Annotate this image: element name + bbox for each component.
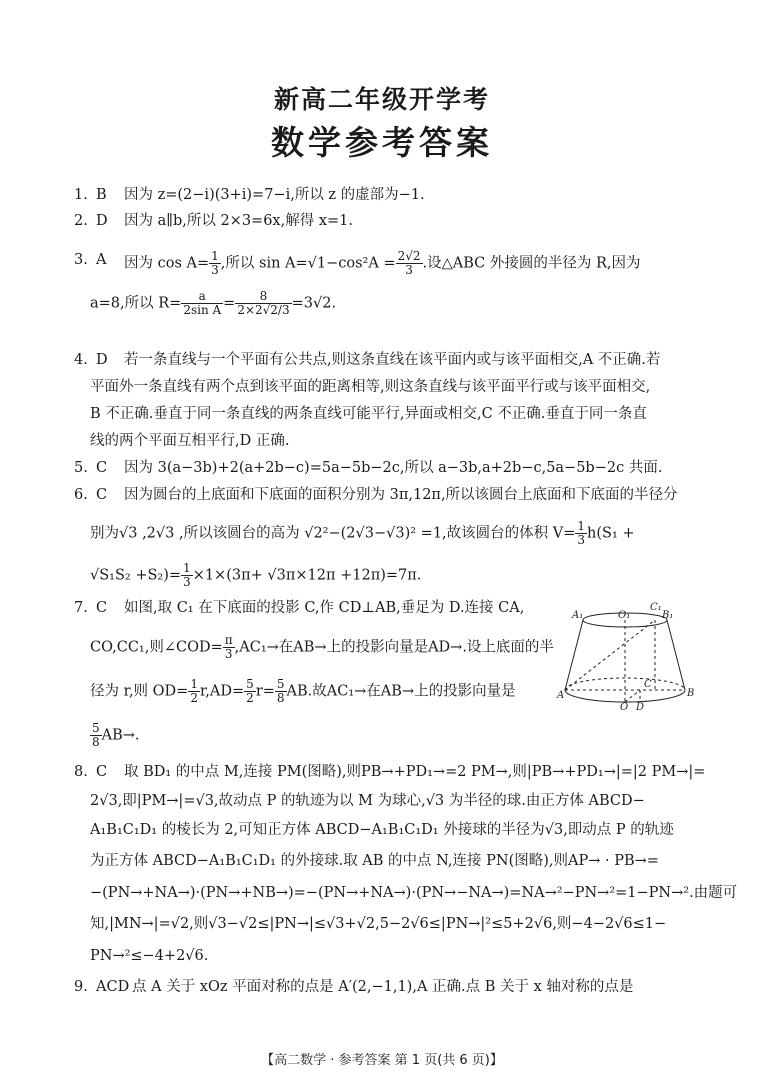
fraction [235, 290, 291, 317]
fraction [575, 520, 587, 547]
text: 径为 r,则 OD= [90, 683, 189, 700]
label-A1: A₁ [572, 610, 584, 621]
numerator: 8 [235, 290, 291, 304]
text: ,所以 sin A=√1−cos²A = [220, 255, 396, 272]
label-B1: B₁ [662, 610, 674, 621]
fraction [90, 722, 102, 749]
explanation: 因为 3(a−3b)+2(a+2b−c)=5a−5b−2c,所以 a−3b,a+2b−c,5a−5b−2c 共面. [124, 460, 663, 476]
answer-letter: ACD [96, 979, 130, 995]
answer-letter: D [96, 213, 108, 229]
numerator: 5 [92, 721, 100, 735]
question-number: 9. [74, 979, 88, 995]
page-footer: 【高二数学 · 参考答案 第 1 页(共 6 页)】 [261, 1053, 503, 1068]
question-number: 5. [74, 460, 88, 476]
fraction [244, 678, 256, 705]
explanation-line [90, 290, 336, 317]
denominator: 3 [224, 647, 233, 661]
label-C: C [644, 679, 652, 690]
numerator: 1 [577, 519, 586, 533]
explanation-line: B 不正确.垂直于同一条直线的两条直线可能平行,异面或相交,C 不正确.垂直于同一条直 [90, 406, 647, 422]
explanation: 因为 z=(2−i)(3+i)=7−i,所以 z 的虚部为−1. [124, 187, 425, 203]
explanation: 因为 a∥b,所以 2×3=6x,解得 x=1. [124, 213, 353, 229]
text: 因为 cos A= [124, 255, 210, 272]
text: AB.故AC₁→在AB→上的投影向量是 [286, 683, 516, 700]
explanation-line [90, 678, 516, 705]
question-number: 1. [74, 187, 88, 203]
fraction [181, 290, 223, 317]
numerator: 1 [211, 249, 219, 263]
fraction [209, 250, 221, 277]
denominator: 8 [276, 691, 285, 705]
page-title-line2: 数学参考答案 [271, 123, 493, 162]
text: √S₁S₂ +S₂)= [90, 567, 182, 584]
denominator: 3 [183, 575, 191, 589]
question-number: 6. [74, 487, 88, 503]
answer-letter: C [96, 600, 108, 616]
numerator: 2√2 [397, 249, 421, 263]
text: 别为√3 ,2√3 ,所以该圆台的高为 √2²−(2√3−√3)² =1,故该圆台的体积 V= [90, 525, 576, 542]
explanation-line: 为正方体 ABCD−A₁B₁C₁D₁ 的外接球.取 AB 的中点 N,连接 PN(图略),则AP→ · PB→= [90, 853, 659, 869]
explanation: 如图,取 C₁ 在下底面的投影 C,作 CD⊥AB,垂足为 D.连接 CA, [124, 600, 525, 616]
explanation-line [124, 250, 641, 277]
explanation-line: 知,|MN→|=√2,则√3−√2≤|PN→|≤√3+√2,5−2√6≤|PN→|²≤5+2√6,则−4−2√6≤1− [90, 916, 667, 932]
numerator: a [181, 290, 223, 304]
label-O1: O₁ [618, 610, 631, 621]
answer-letter: C [96, 487, 108, 503]
explanation-line: PN→²≤−4+2√6. [90, 948, 209, 964]
numerator: 1 [190, 677, 198, 691]
denominator: 3 [211, 263, 219, 277]
explanation: 取 BD₁ 的中点 M,连接 PM(图略),则PB→+PD₁→=2 PM→,则|PB→+PD₁→|=|2 PM→|= [124, 764, 706, 780]
explanation-line: 2√3,即|PM→|=√3,故动点 P 的轨迹为以 M 为球心,√3 为半径的球.由正方体 ABCD− [90, 793, 645, 809]
page-title-line1: 新高二年级开学考 [273, 85, 490, 114]
explanation-line [90, 634, 554, 661]
diagonal-AC1 [565, 620, 655, 690]
fraction [223, 634, 235, 661]
question-number: 2. [74, 213, 88, 229]
text: ×1×(3π+ √3π×12π +12π)=7π. [192, 567, 422, 584]
text: = [223, 295, 236, 312]
denominator: 2 [190, 691, 198, 705]
text: a=8,所以 R= [90, 295, 182, 312]
answer-letter: C [96, 460, 108, 476]
question-number: 4. [74, 352, 88, 368]
label-B: B [687, 688, 695, 699]
answer-letter: A [96, 252, 107, 268]
denominator: 8 [92, 735, 100, 749]
denominator: 2sin A [183, 303, 222, 317]
denominator: 3 [405, 263, 413, 277]
frustum-figure [557, 598, 700, 713]
text: r= [255, 683, 275, 700]
question-number: 7. [74, 600, 88, 616]
explanation-line: 平面外一条直线有两个点到该平面的距离相等,则这条直线与该平面平行或与该平面相交, [90, 379, 651, 395]
numerator: 1 [183, 561, 191, 575]
question-number: 3. [74, 252, 88, 268]
answer-letter: D [96, 352, 108, 368]
explanation-line: 线的两个平面互相平行,D 正确. [90, 433, 290, 449]
fraction [181, 562, 193, 589]
segment-OC [625, 690, 640, 702]
denominator: 3 [577, 533, 586, 547]
label-A: A [557, 690, 565, 701]
fraction [188, 678, 200, 705]
answer-letter: C [96, 764, 108, 780]
explanation-line [90, 520, 635, 547]
fraction [275, 678, 287, 705]
explanation-line: −(PN→+NA→)·(PN→+NB→)=−(PN→+NA→)·(PN→−NA→)=NA→²−PN→²=1−PN→².由题可 [90, 885, 738, 901]
explanation-line: A₁B₁C₁D₁ 的棱长为 2,可知正方体 ABCD−A₁B₁C₁D₁ 外接球的半径为√3,即动点 P 的轨迹 [90, 822, 674, 838]
explanation-line [90, 722, 140, 749]
explanation: 点 A 关于 xOz 平面对称的点是 A′(2,−1,1),A 正确.点 B 关于 x 轴对称的点是 [132, 979, 634, 995]
question-number: 8. [74, 764, 88, 780]
explanation: 因为圆台的上底面和下底面的面积分别为 3π,12π,所以该圆台上底面和下底面的半径分 [124, 487, 678, 503]
label-O: O [620, 702, 629, 713]
answer-letter: B [96, 187, 107, 203]
text: ,AC₁→在AB→上的投影向量是AD→.设上底面的半 [234, 639, 554, 656]
text: r,AD= [199, 683, 245, 700]
fraction [396, 250, 423, 277]
label-C1: C₁ [650, 602, 662, 613]
text: AB→. [101, 727, 140, 744]
numerator: π [224, 633, 233, 647]
denominator: 2 [246, 691, 254, 705]
right-slant [667, 620, 685, 690]
text: CO,CC₁,则∠COD= [90, 639, 223, 656]
text: =3√2. [291, 295, 337, 312]
text: h(S₁ + [587, 525, 635, 542]
explanation-line [90, 562, 421, 589]
denominator: 2×2√2/3 [237, 303, 290, 317]
numerator: 5 [246, 677, 254, 691]
explanation: 若一条直线与一个平面有公共点,则这条直线在该平面内或与该平面相交,A 不正确.若 [124, 352, 661, 368]
left-slant [565, 620, 583, 690]
label-D: D [636, 702, 645, 713]
numerator: 5 [276, 677, 285, 691]
text: .设△ABC 外接圆的半径为 R,因为 [422, 255, 641, 272]
